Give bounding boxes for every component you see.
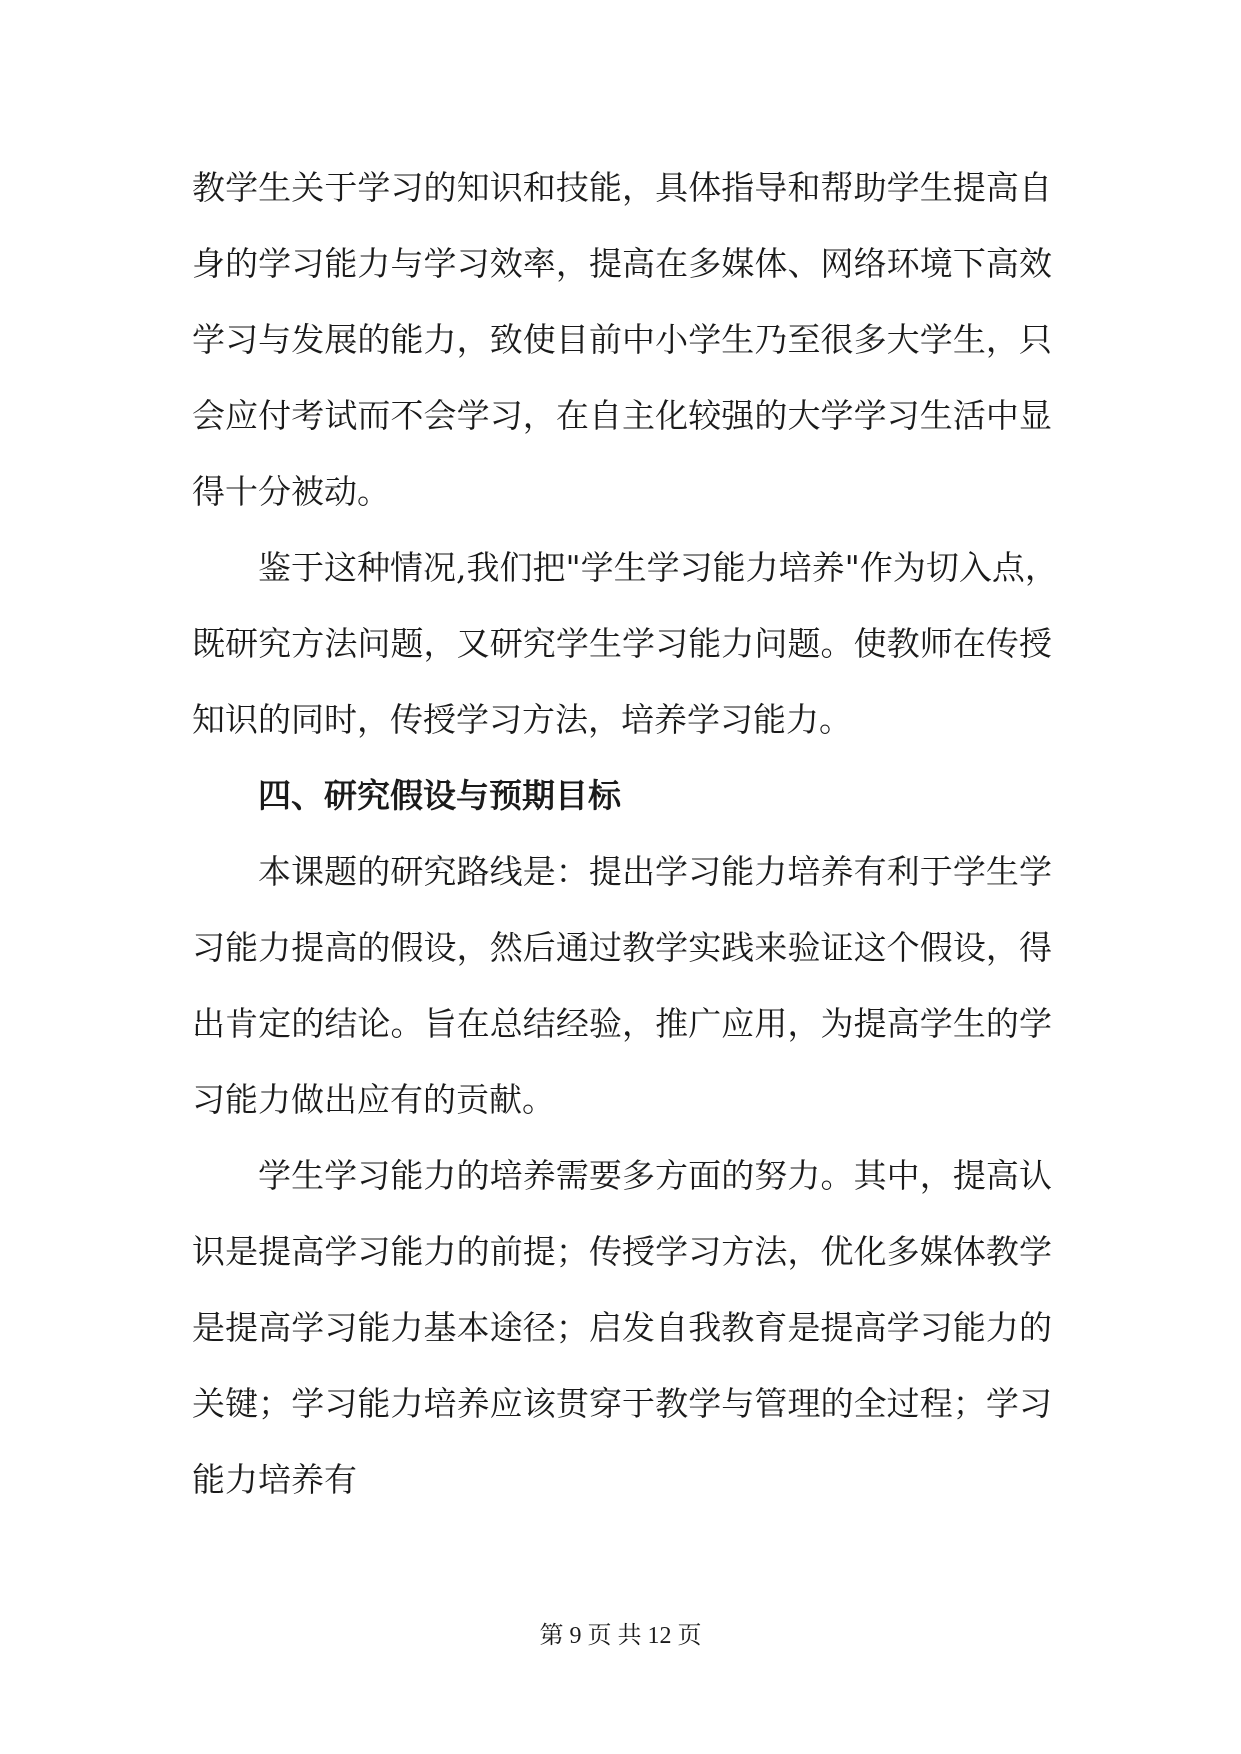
paragraph-line: 是提高学习能力基本途径；启发自我教育是提高学习能力的: [192, 1308, 1052, 1347]
paragraph-line: 出肯定的结论。旨在总结经验，推广应用，为提高学生的学: [192, 1004, 1052, 1043]
paragraph-line: 识是提高学习能力的前提；传授学习方法，优化多媒体教学: [192, 1232, 1052, 1271]
paragraph-line: 鉴于这种情况,我们把"学生学习能力培养"作为切入点，: [258, 548, 1058, 587]
paragraph-line: 本课题的研究路线是：提出学习能力培养有利于学生学: [258, 852, 1052, 891]
section-heading: 四、研究假设与预期目标: [258, 776, 621, 815]
paragraph-line: 教学生关于学习的知识和技能，具体指导和帮助学生提高自: [192, 168, 1052, 207]
paragraph-line: 学习与发展的能力，致使目前中小学生乃至很多大学生，只: [192, 320, 1052, 359]
paragraph-line: 习能力提高的假设，然后通过教学实践来验证这个假设，得: [192, 928, 1052, 967]
paragraph-line: 得十分被动。: [192, 472, 390, 511]
paragraph-line: 会应付考试而不会学习，在自主化较强的大学学习生活中显: [192, 396, 1052, 435]
paragraph-line: 知识的同时，传授学习方法，培养学习能力。: [192, 700, 852, 739]
paragraph-line: 学生学习能力的培养需要多方面的努力。其中，提高认: [258, 1156, 1052, 1195]
paragraph-line: 关键；学习能力培养应该贯穿于教学与管理的全过程；学习: [192, 1384, 1052, 1423]
paragraph-line: 既研究方法问题，又研究学生学习能力问题。使教师在传授: [192, 624, 1052, 663]
page-number-footer: 第 9 页 共 12 页: [539, 1623, 702, 1649]
paragraph-line: 能力培养有: [192, 1460, 357, 1499]
paragraph-line: 身的学习能力与学习效率，提高在多媒体、网络环境下高效: [192, 244, 1052, 283]
paragraph-line: 习能力做出应有的贡献。: [192, 1080, 555, 1119]
